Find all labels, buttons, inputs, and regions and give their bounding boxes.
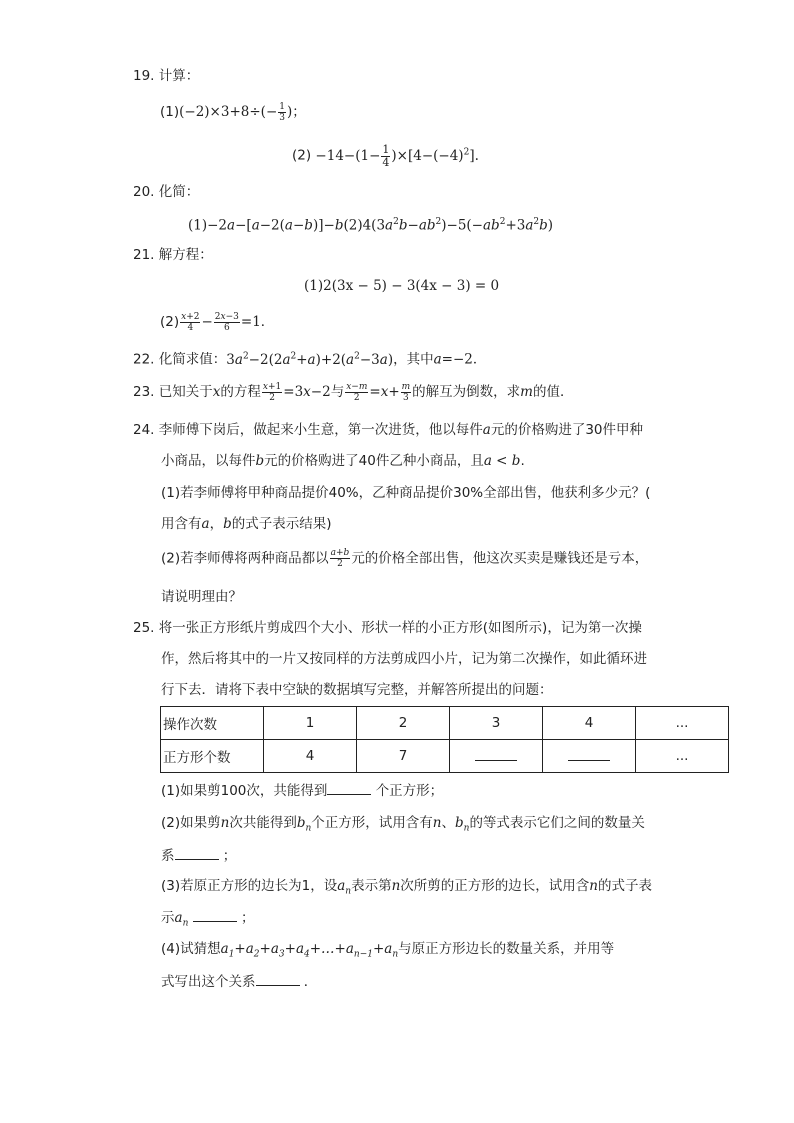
q25-sub4: (4)试猜想$a_1+a_2+a_3+a_4+\dots+a_{n-1}+a_n$与原正方形边长的数量关系，并用等 xyxy=(161,941,615,960)
table-cell: 4 xyxy=(264,740,357,773)
q20-expr: $(1)-2a-[a-2(a-b)]-b(2)4(3a^2b-ab^2)-5(-ab^2+3a^2b)$ xyxy=(188,217,554,234)
table-cell: ... xyxy=(636,740,729,773)
q22-number: 22. xyxy=(133,351,155,368)
q19-number: 19. xyxy=(133,68,155,84)
q24-line6: 请说明理由？ xyxy=(161,589,242,605)
table-cell: 1 xyxy=(264,707,357,740)
answer-blank[interactable] xyxy=(193,907,237,922)
q24-number: 24. xyxy=(133,422,155,438)
q23-line: 23. 已知关于x的方程 $\frac{x+1}{2}$ =3x−2与 $\frac{x-m}{2}$ =x+ $\frac{m}{3}$ 的解互为倒数，求m的值． xyxy=(133,382,574,403)
answer-blank[interactable] xyxy=(256,971,300,986)
table-cell: ... xyxy=(636,707,729,740)
table-cell: 2 xyxy=(357,707,450,740)
table-row xyxy=(161,740,729,773)
q20-heading xyxy=(133,182,199,202)
q20-number: 20. xyxy=(133,184,155,200)
table-cell: 正方形个数 xyxy=(161,740,264,773)
table-cell: 操作次数 xyxy=(161,707,264,740)
q21-number: 21. xyxy=(133,247,155,263)
q24-line2: 小商品，以每件b元的价格购进了40件乙种小商品，且a < b. xyxy=(161,453,525,469)
q21-part2: (2) $\frac{x+2}{4}$ − $\frac{2x-3}{6}$ =1． xyxy=(160,312,275,333)
q24-line4: 用含有a，b的式子表示结果) xyxy=(161,516,332,532)
q24-line1: 24. 李师傅下岗后，做起来小生意，第一次进货，他以每件a元的价格购进了30件甲种 xyxy=(133,422,644,438)
table-cell-blank[interactable] xyxy=(450,740,543,773)
q25-line3: 行下去．请将下表中空缺的数据填写完整，并解答所提出的问题： xyxy=(161,682,553,698)
q20-title: 化简： xyxy=(158,184,200,200)
q25-number: 25. xyxy=(133,620,155,636)
answer-blank[interactable] xyxy=(327,780,371,795)
table-cell: 4 xyxy=(543,707,636,740)
q24-line5: (2)若李师傅将两种商品都以 $\frac{a+b}{2}$ 元的价格全部出售，他这次买卖是赚钱还是亏本， xyxy=(161,548,649,569)
q22-line: 22. 化简求值：$3a^2-2(2a^2+a)+2(a^2-3a)$，其中a=−2． xyxy=(133,351,487,368)
operations-table xyxy=(160,706,729,773)
q19-part2-expr: −14−(1− $\frac{1}{4}$ )$\times[4-(-4)^2]$. xyxy=(311,142,479,169)
q19-title: 计算： xyxy=(158,68,200,84)
q24-line3: (1)若李师傅将甲种商品提价40%，乙种商品提价30%全部出售，他获利多少元？( xyxy=(161,485,651,501)
q25-sub4-cont: 式写出这个关系 ． xyxy=(161,971,317,992)
table-cell: 7 xyxy=(357,740,450,773)
q25-sub3: (3)若原正方形的边长为1，设$a_n$表示第n次所剪的正方形的边长，试用含n的式子表 xyxy=(161,878,652,897)
q21-title: 解方程： xyxy=(158,247,213,263)
q19-part1: (1)(−2)×3+8÷(− $\frac{1}{3}$ )； xyxy=(160,102,306,123)
q19-heading xyxy=(133,66,199,86)
q19-part2: (2) −14−(1− $\frac{1}{4}$ )$\times[4-(-4)^2]$. xyxy=(292,142,479,169)
q25-sub2: (2)如果剪n次共能得到$b_n$个正方形，试用含有n、$b_n$的等式表示它们之间的数量关 xyxy=(161,815,645,834)
q25-sub2-cont: 系 ； xyxy=(161,845,236,866)
table-cell-blank[interactable] xyxy=(543,740,636,773)
q25-sub1: (1)如果剪100次，共能得到 个正方形； xyxy=(161,780,443,801)
q21-heading xyxy=(133,245,213,265)
q25-line1: 25. 将一张正方形纸片剪成四个大小、形状一样的小正方形(如图所示)，记为第一次操 xyxy=(133,620,642,636)
q25-sub3-cont: 示$a_n$ ； xyxy=(161,907,254,934)
table-row xyxy=(161,707,729,740)
q21-part1: (1)2(3x − 5) − 3(4x − 3) = 0 xyxy=(304,278,500,294)
q22-expr: $3a^2-2(2a^2+a)+2(a^2-3a)$ xyxy=(226,351,394,368)
q23-number: 23. xyxy=(133,384,155,400)
answer-blank[interactable] xyxy=(175,845,219,860)
q19-part1-expr: (−2)×3+8÷(− $\frac{1}{3}$ ) xyxy=(179,102,293,123)
q25-line2: 作，然后将其中的一片又按同样的方法剪成四小片，记为第二次操作，如此循环进 xyxy=(161,651,647,667)
table-cell: 3 xyxy=(450,707,543,740)
